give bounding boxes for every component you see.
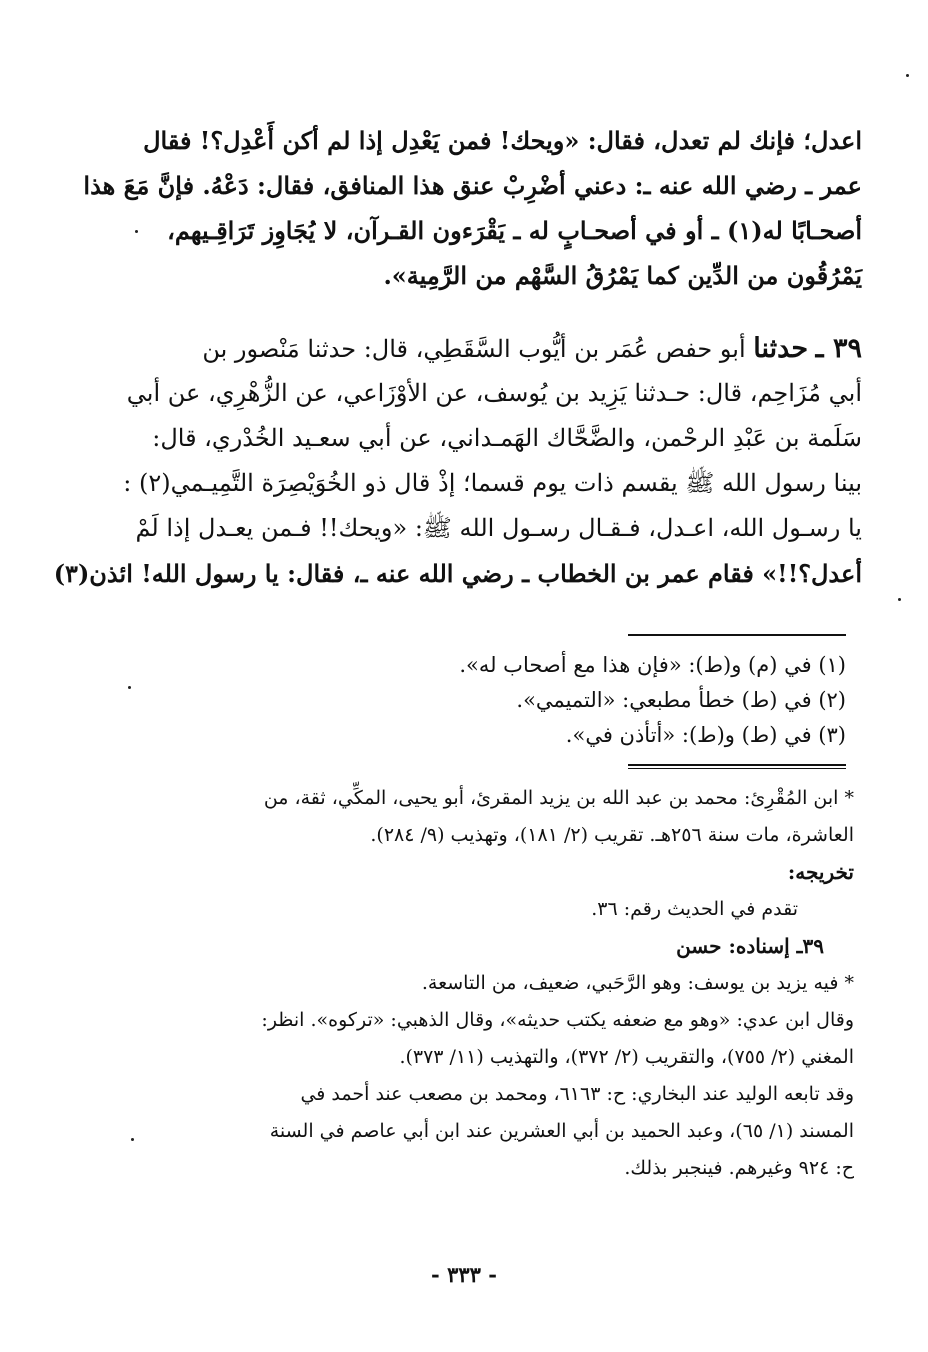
text-line: عمر ـ رضي الله عنه ـ: دعني أضْرِبْ عنق هذا المنافق، فقال: دَعْهُ. فإنَّ مَعَ هذا bbox=[83, 171, 862, 200]
commentary-divider-thin bbox=[628, 768, 846, 769]
scan-speck bbox=[128, 686, 131, 689]
page-number: - ٣٣٣ - bbox=[431, 1262, 497, 1287]
scan-speck bbox=[898, 598, 901, 601]
text-line: اعدل؛ فإنك لم تعدل، فقال: «ويحك! فمن يَعْدِل إذا لم أكن أَعْدِل؟! فقال bbox=[143, 126, 862, 155]
haddathana-word: حدثنا bbox=[753, 333, 809, 364]
commentary-line: * فيه يزيد بن يوسف: وهو الرَّحَبي، ضعيف، من التاسعة. bbox=[421, 972, 854, 994]
commentary-line: المغني (٢/ ٧٥٥)، والتقريب (٢/ ٣٧٢)، والتهذيب (١١/ ٣٧٣). bbox=[399, 1046, 854, 1068]
scan-speck bbox=[906, 74, 909, 77]
text-line: يَمْرُقُون من الدِّين كما يَمْرُقُ السَّهْم من الرَّمِية». bbox=[383, 261, 862, 290]
scan-speck bbox=[131, 1138, 134, 1141]
takhrij-heading: تخريجه: bbox=[787, 860, 854, 884]
commentary-line: وقال ابن عدي: «وهو مع ضعفه يكتب حديثه»، وقال الذهبي: «تركوه». انظر: bbox=[261, 1009, 854, 1031]
scan-speck bbox=[135, 230, 138, 233]
commentary bbox=[142, 780, 854, 1187]
footnotes bbox=[326, 648, 846, 753]
isnad-heading: ٣٩ـ إسناده: حسن bbox=[676, 934, 824, 958]
commentary-line: وقد تابعه الوليد عند البخاري: ح: ٦١٦٣، ومحمد بن مصعب عند أحمد في bbox=[300, 1083, 854, 1105]
commentary-line: * ابن المُقْرِئ: محمد بن عبد الله بن يزيد المقرئ، أبو يحيى، المكِّي، ثقة، من bbox=[263, 787, 854, 809]
commentary-divider bbox=[628, 764, 846, 766]
text-line: يا رسـول الله، اعـدل، فـقـال رسـول الله ﷺ: «ويحك!! فـمن يعـدل إذا لَمْ bbox=[135, 514, 862, 542]
isnad-start: أبو حفص عُمَر بن أيُّوب السَّقَطِي، قال: حدثنا مَنْصور بن bbox=[202, 335, 746, 363]
hadith-first-line bbox=[142, 326, 862, 371]
text-line: أبي مُزَاحِم، قال: حـدثنا يَزِيد بن يُوسف، عن الأوْزَاعي، عن الزُّهْرِي، عن أبي bbox=[126, 379, 862, 407]
takhrij-line: تقدم في الحديث رقم: ٣٦. bbox=[591, 898, 798, 920]
hadith-number: ٣٩ ـ bbox=[815, 333, 862, 364]
hadith-39 bbox=[53, 326, 862, 596]
text-line: أعدل؟!!» فقام عمر بن الخطاب ـ رضي الله عنه ـ، فقال: يا رسول الله! ائذن(٣) bbox=[53, 559, 862, 588]
footnote: (١) في (م) و(ط): «فإن هذا مع أصحاب له». bbox=[459, 653, 846, 677]
commentary-line: المسند (١/ ٦٥)، وعبد الحميد بن أبي العشرين عند ابن أبي عاصم في السنة bbox=[269, 1120, 854, 1142]
commentary-line: ح: ٩٢٤ وغيرهم. فينجبر بذلك. bbox=[624, 1157, 854, 1179]
footnote-divider bbox=[628, 634, 846, 636]
text-line: سَلَمة بن عَبْدِ الرحْمن، والضَّحَّاك الهَمـداني، عن أبي سعـيد الخُدْري، قال: bbox=[152, 424, 862, 452]
text-line: أصحـابًا له(١) ـ أو في أصحـابٍ له ـ يَقْرَءون القـرآن، لا يُجَاوِز تَرَاقِـيهم، bbox=[167, 216, 862, 245]
footnote: (٣) في (ط) و(ط): «أتأذن في». bbox=[565, 723, 846, 747]
hadith-continuation bbox=[83, 118, 862, 298]
footnote: (٢) في (ط) خطأ مطبعي: «التميمي». bbox=[516, 688, 846, 712]
text-line: بينا رسول الله ﷺ يقسم ذات يوم قسما؛ إذْ قال ذو الخُوَيْصِرَة التَّمِيـمي(٢) : bbox=[123, 469, 862, 497]
commentary-line: العاشرة، مات سنة ٢٥٦هـ. تقريب (٢/ ١٨١)، وتهذيب (٩/ ٢٨٤). bbox=[370, 824, 854, 846]
